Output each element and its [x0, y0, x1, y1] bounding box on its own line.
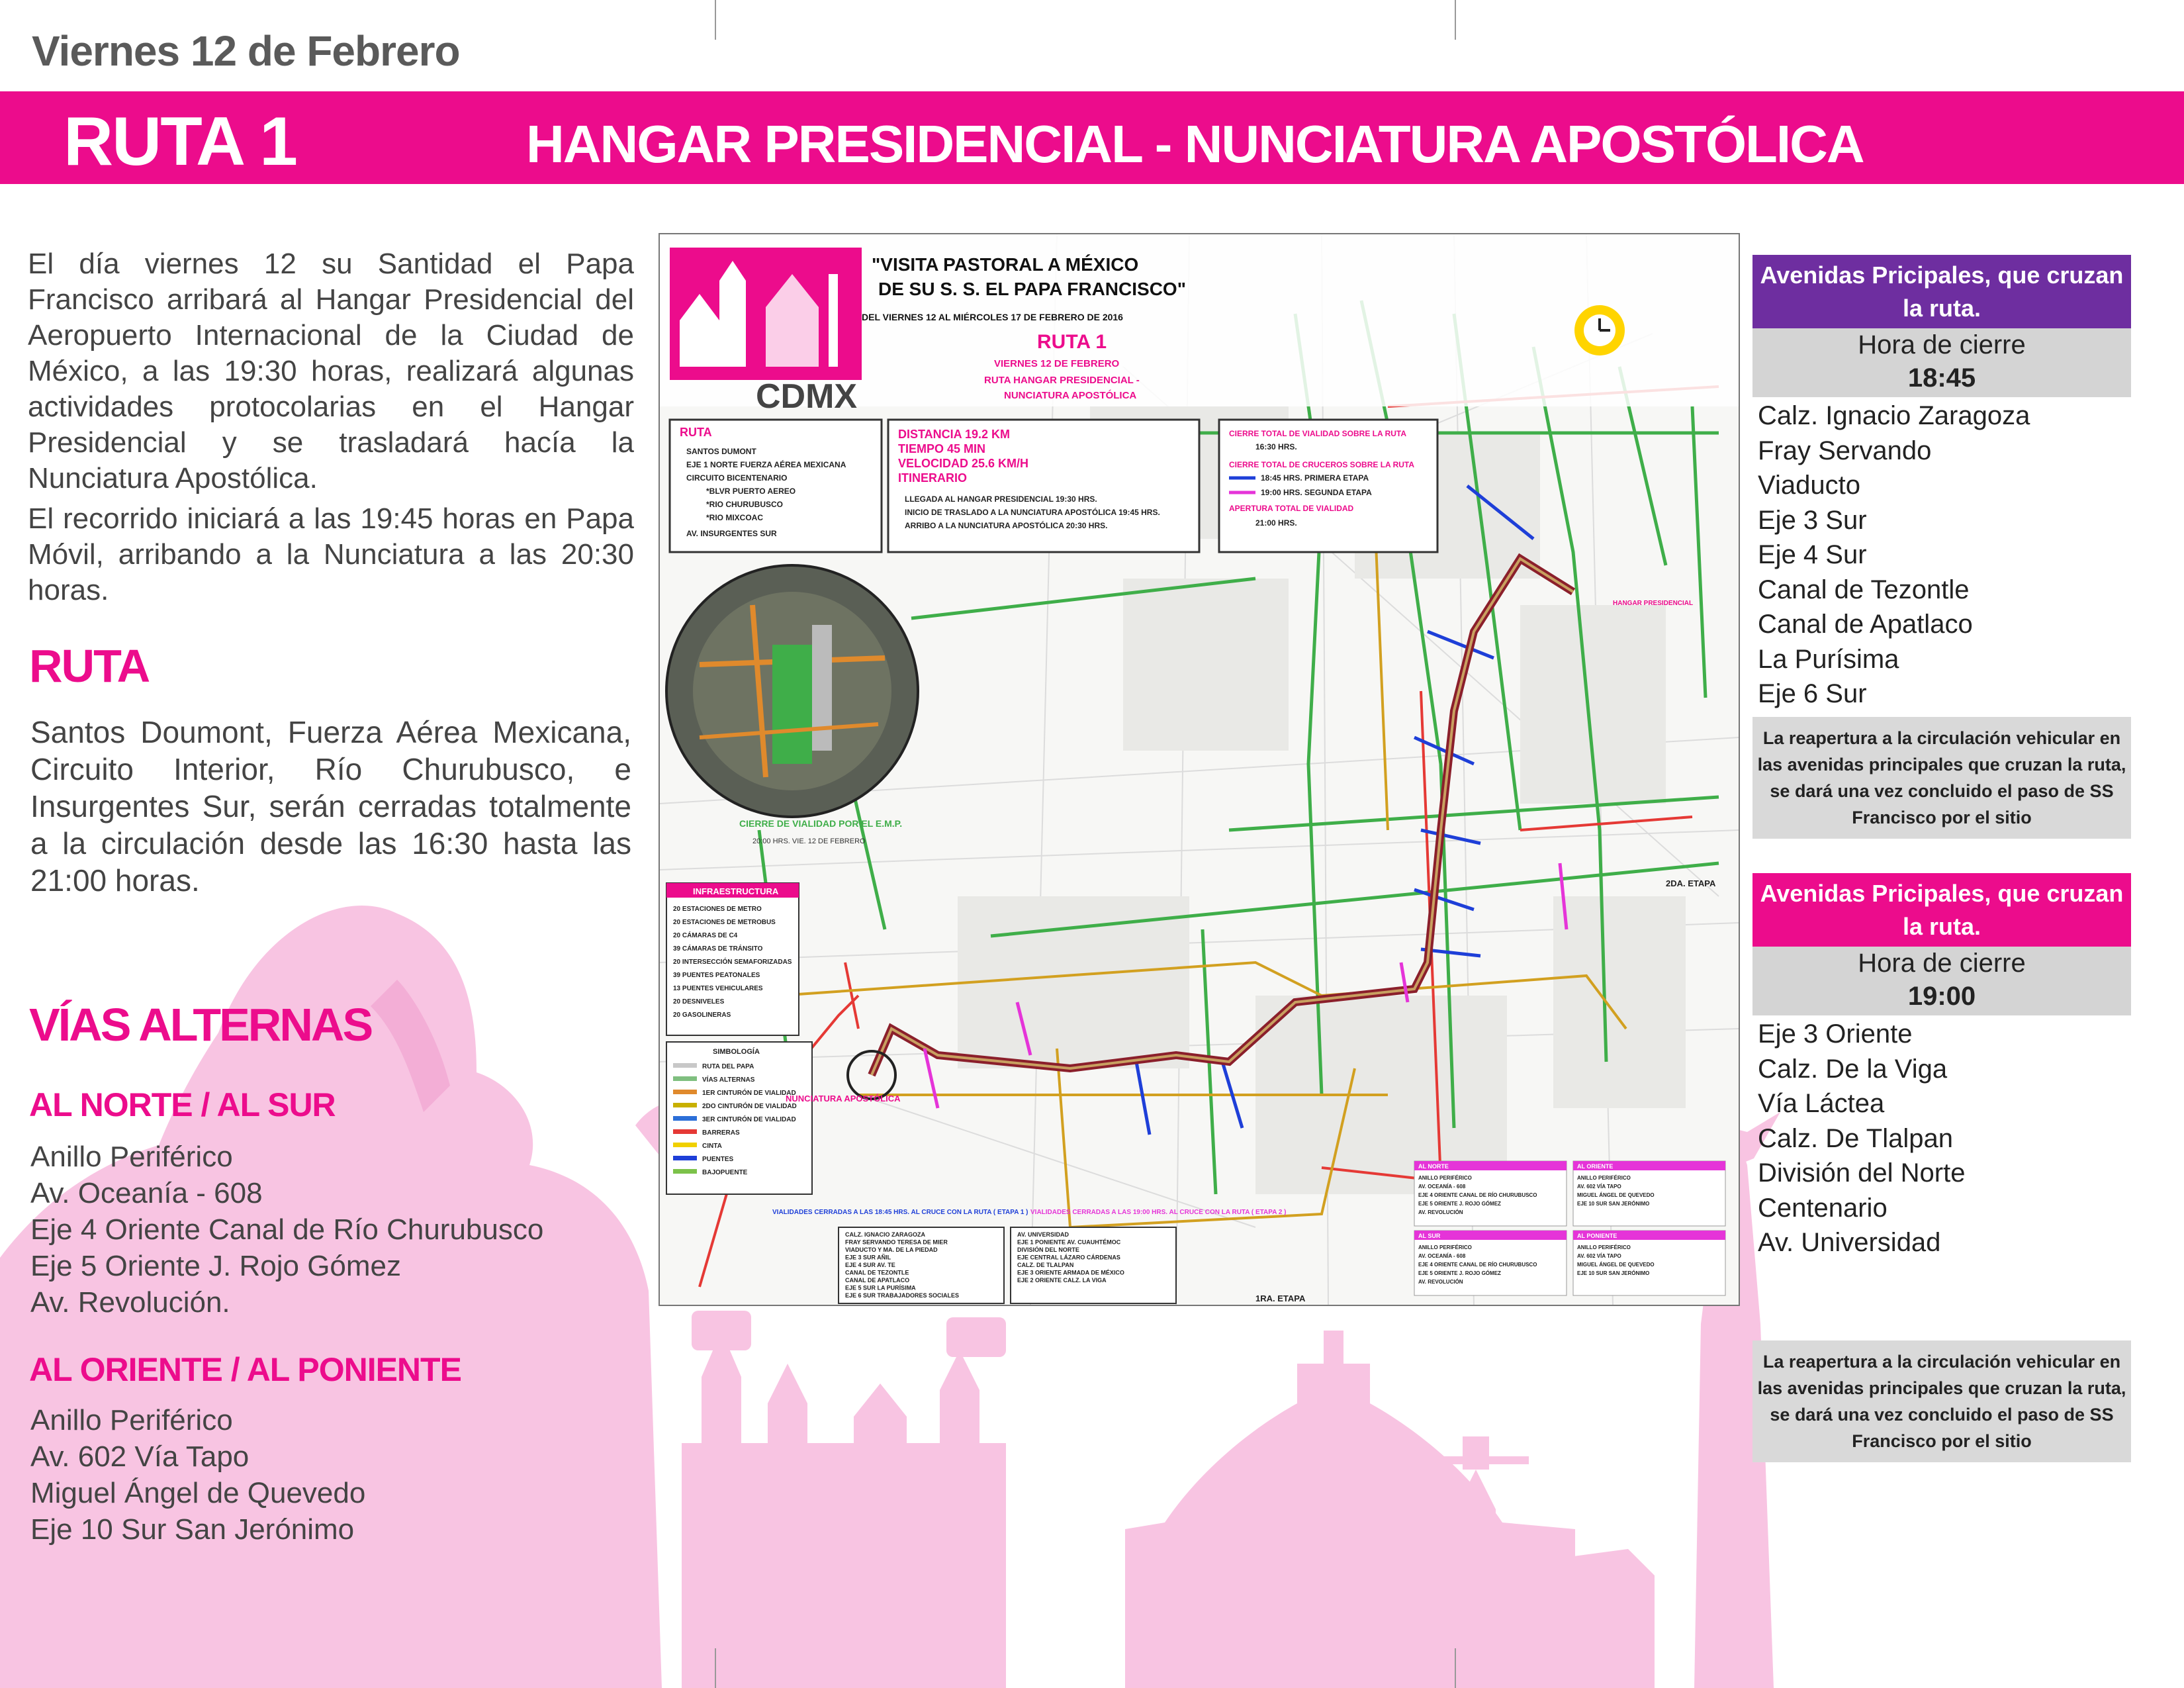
crossing-item: EJE 5 SUR LA PURÍSIMA [845, 1284, 916, 1291]
alt-box-item: AV. REVOLUCIÓN [1418, 1279, 1463, 1285]
satellite-inset [666, 565, 918, 817]
ruta-description: Santos Doumont, Fuerza Aérea Mexicana, Circuito Interior, Río Churubusco, e Insurgentes Sur, serán cerradas totalmente a la circulación desde las 16:30 hasta las 21:00 horas. [30, 715, 631, 898]
map-title-1: "VISITA PASTORAL A MÉXICO [872, 254, 1139, 275]
ruta-box-item: AV. INSURGENTES SUR [686, 529, 777, 538]
closures-box [1219, 420, 1437, 552]
closure-line: 16:30 HRS. [1255, 442, 1297, 451]
fold-mark-top-left [715, 0, 716, 40]
symbol-swatch [673, 1156, 697, 1160]
crossing-item: EJE 6 SUR TRABAJADORES SOCIALES [845, 1292, 960, 1299]
ruta-box-item: EJE 1 NORTE FUERZA AÉREA MEXICANA [686, 460, 846, 469]
list-item: Av. 602 Vía Tapo [30, 1440, 250, 1473]
list-item: Eje 3 Sur [1758, 505, 1867, 535]
closure-circle-date: 20:00 HRS. VIE. 12 DE FEBRERO [752, 837, 866, 845]
crossing-item: AV. UNIVERSIDAD [1017, 1231, 1069, 1238]
etapa-2-label: 2DA. ETAPA [1666, 878, 1716, 888]
crossing-item: CALZ. DE TLALPAN [1017, 1262, 1074, 1268]
stat: ITINERARIO [898, 471, 968, 485]
infra-item: 20 DESNIVELES [673, 998, 725, 1006]
list-item: División del Norte [1758, 1158, 1966, 1188]
route-title: HANGAR PRESIDENCIAL - NUNCIATURA APOSTÓLICA [526, 115, 1864, 173]
east-west-list [30, 1402, 365, 1548]
map-route-desc-1: RUTA HANGAR PRESIDENCIAL - [984, 375, 1140, 386]
clock-icon [1574, 305, 1625, 355]
infra-item: 20 ESTACIONES DE METROBUS [673, 919, 776, 926]
infra-item: 20 GASOLINERAS [673, 1011, 731, 1019]
symbol-label: 1ER CINTURÓN DE VIALIDAD [702, 1090, 796, 1097]
alt-box-item: EJE 4 ORIENTE CANAL DE RÍO CHURUBUSCO [1418, 1192, 1537, 1198]
crossing-item: CANAL DE APATLACO [845, 1277, 910, 1284]
alt-box-item: MIGUEL ÁNGEL DE QUEVEDO [1577, 1192, 1655, 1198]
closure-line: 21:00 HRS. [1255, 518, 1297, 528]
start-paragraph: El recorrido iniciará a las 19:45 horas en Papa Móvil, arribando a la Nunciatura a las 20:30 horas. [28, 502, 634, 606]
crossing-item: FRAY SERVANDO TERESA DE MIER [845, 1239, 948, 1246]
crossings-title: VIALIDADES CERRADAS A LAS 18:45 HRS. AL CRUCE CON LA RUTA ( ETAPA 1 ) [772, 1209, 1028, 1216]
list-item: Anillo Periférico [30, 1404, 233, 1436]
list-item: Eje 10 Sur San Jerónimo [30, 1513, 355, 1546]
list-item: Eje 5 Oriente J. Rojo Gómez [30, 1250, 402, 1282]
alt-box-title: AL ORIENTE [1577, 1163, 1614, 1170]
closure-line: CIERRE TOTAL DE CRUCEROS SOBRE LA RUTA [1229, 460, 1415, 469]
itinerary-item: INICIO DE TRASLADO A LA NUNCIATURA APOSTÓLICA 19:45 HRS. [905, 508, 1160, 517]
list-item: La Purísima [1758, 644, 1899, 674]
alt-box-item: EJE 5 ORIENTE J. ROJO GÓMEZ [1418, 1270, 1501, 1276]
alt-box-item: ANILLO PERIFÉRICO [1418, 1175, 1472, 1181]
crossing-item: VIADUCTO Y MA. DE LA PIEDAD [845, 1246, 938, 1253]
hours-label: Hora de cierre [1858, 949, 2026, 978]
list-item: Vía Láctea [1758, 1089, 1885, 1118]
crossings-stage-1 [772, 1209, 1028, 1303]
panel-1-hours [1752, 328, 2131, 397]
list-item: Viaducto [1758, 471, 1860, 500]
stats-box [888, 420, 1199, 552]
ruta-box-item: SANTOS DUMONT [686, 447, 756, 456]
route-label: RUTA 1 [64, 103, 296, 180]
stat: DISTANCIA 19.2 KM [898, 428, 1011, 441]
symbol-label: VÍAS ALTERNAS [702, 1076, 755, 1084]
ruta-box-item: *RIO CHURUBUSCO [706, 500, 784, 509]
panel-1-list [1758, 399, 2030, 712]
infra-item: 13 PUENTES VEHICULARES [673, 985, 763, 992]
alt-box-item: AV. OCEANÍA - 608 [1418, 1253, 1466, 1259]
alt-box-item: EJE 10 SUR SAN JERÓNIMO [1577, 1270, 1650, 1276]
crossing-item: EJE 3 ORIENTE ARMADA DE MÉXICO [1017, 1269, 1124, 1276]
alt-box-item: EJE 4 ORIENTE CANAL DE RÍO CHURUBUSCO [1418, 1262, 1537, 1268]
map-day: VIERNES 12 DE FEBRERO [994, 358, 1120, 369]
crossing-item: EJE 3 SUR AÑIL [845, 1254, 891, 1261]
alt-box-item: EJE 5 ORIENTE J. ROJO GÓMEZ [1418, 1201, 1501, 1207]
symbol-label: RUTA DEL PAPA [702, 1063, 754, 1070]
map-title-2: DE SU S. S. EL PAPA FRANCISCO" [878, 279, 1186, 299]
list-item: Eje 4 Sur [1758, 540, 1867, 569]
crossing-item: EJE CENTRAL LÁZARO CÁRDENAS [1017, 1254, 1120, 1261]
panel-2-note: La reapertura a la circulación vehicular en las avenidas principales que cruzan la ruta, se dará una vez concluido el paso de SS Francisco por el sitio [1752, 1340, 2131, 1462]
ruta-box [670, 420, 882, 552]
closing-time: 18:45 [1907, 363, 1976, 393]
list-item: Anillo Periférico [30, 1141, 233, 1173]
ruta-box-title: RUTA [680, 426, 712, 439]
north-south-heading: AL NORTE / AL SUR [29, 1086, 336, 1123]
ruta-box-item: *RIO MIXCOAC [706, 513, 764, 522]
alt-box-item: AV. 602 VÍA TAPO [1577, 1184, 1621, 1190]
ruta-box-item: *BLVR PUERTO AEREO [706, 487, 796, 496]
panel-1-note: La reapertura a la circulación vehicular en las avenidas principales que cruzan la ruta, se dará una vez concluido el paso de SS Francisco por el sitio [1752, 717, 2131, 839]
list-item: Av. Oceanía - 608 [30, 1177, 263, 1209]
symbol-label: CINTA [702, 1143, 722, 1150]
crossing-item: CANAL DE TEZONTLE [845, 1269, 909, 1276]
list-item: Canal de Tezontle [1758, 575, 1970, 604]
crossing-item: EJE 2 ORIENTE CALZ. LA VIGA [1017, 1277, 1107, 1284]
stat: TIEMPO 45 MIN [898, 442, 986, 455]
symbol-label: PUENTES [702, 1156, 734, 1163]
panel-1-heading: Avenidas Pricipales, que cruzan la ruta. [1752, 255, 2131, 329]
infra-item: 39 PUENTES PEATONALES [673, 972, 760, 979]
map-brand: CDMX [756, 377, 858, 416]
alt-box-item: AV. OCEANÍA - 608 [1418, 1184, 1466, 1190]
list-item: Eje 3 Oriente [1758, 1019, 1913, 1049]
symbol-swatch [673, 1103, 697, 1107]
etapa-1-label: 1RA. ETAPA [1255, 1293, 1306, 1303]
stat: VELOCIDAD 25.6 KM/H [898, 457, 1029, 470]
alt-box-item: AV. 602 VÍA TAPO [1577, 1253, 1621, 1259]
crossing-item: EJE 1 PONIENTE AV. CUAUHTÉMOC [1017, 1239, 1121, 1246]
list-item: Calz. De la Viga [1758, 1054, 1948, 1084]
list-item: Calz. Ignacio Zaragoza [1758, 401, 2030, 430]
itinerary-item: LLEGADA AL HANGAR PRESIDENCIAL 19:30 HRS. [905, 494, 1097, 504]
closure-line: APERTURA TOTAL DE VIALIDAD [1229, 504, 1354, 513]
alt-box-title: AL SUR [1418, 1233, 1441, 1239]
alt-box-item: ANILLO PERIFÉRICO [1577, 1244, 1631, 1250]
closure-line: 18:45 HRS. PRIMERA ETAPA [1261, 473, 1369, 483]
itinerary-item: ARRIBO A LA NUNCIATURA APOSTÓLICA 20:30 HRS. [905, 521, 1108, 530]
alt-box-item: ANILLO PERIFÉRICO [1577, 1175, 1631, 1181]
symbol-label: 2DO CINTURÓN DE VIALIDAD [702, 1103, 797, 1110]
closure-line: 19:00 HRS. SEGUNDA ETAPA [1261, 488, 1372, 497]
nunciatura-label: NUNCIATURA APOSTÓLICA [786, 1094, 901, 1103]
panel-2-list [1758, 1017, 1965, 1260]
infra-item: 20 INTERSECCIÓN SEMAFORIZADAS [673, 959, 792, 966]
ruta-box-item: CIRCUITO BICENTENARIO [686, 473, 788, 483]
map-logo [670, 248, 862, 380]
list-item: Eje 4 Oriente Canal de Río Churubusco [30, 1213, 544, 1246]
infra-box [666, 883, 799, 1035]
closure-line: CIERRE TOTAL DE VIALIDAD SOBRE LA RUTA [1229, 429, 1407, 438]
infra-item: 39 CÁMARAS DE TRÁNSITO [673, 945, 763, 953]
map-route-desc-2: NUNCIATURA APOSTÓLICA [1004, 390, 1137, 401]
alt-box-title: AL NORTE [1418, 1163, 1449, 1170]
route-map [659, 233, 1740, 1306]
alt-box-title: AL PONIENTE [1577, 1233, 1617, 1239]
alt-box-item: MIGUEL ÁNGEL DE QUEVEDO [1577, 1262, 1655, 1268]
vias-alternas-heading: VÍAS ALTERNAS [29, 999, 372, 1051]
ruta-heading: RUTA [29, 640, 150, 692]
symbol-label: BAJOPUENTE [702, 1169, 748, 1176]
east-west-heading: AL ORIENTE / AL PONIENTE [29, 1351, 461, 1388]
symbology-box [666, 1042, 812, 1194]
list-item: Canal de Apatlaco [1758, 610, 1973, 639]
alt-boxes [1414, 1161, 1725, 1295]
alt-box-item: EJE 10 SUR SAN JERÓNIMO [1577, 1201, 1650, 1207]
symbol-swatch [673, 1090, 697, 1094]
symbol-label: BARRERAS [702, 1129, 740, 1137]
list-item: Av. Universidad [1758, 1228, 1941, 1257]
list-item: Eje 6 Sur [1758, 679, 1867, 708]
closing-time: 19:00 [1907, 982, 1976, 1011]
intro-paragraph: El día viernes 12 su Santidad el Papa Francisco arribará al Hangar Presidencial del Aeropuerto Internacional de la Ciudad de México, a las 19:30 horas, realizará algunas actividades protocolarias en el Hangar Presidencial y se trasladará hacía la Nunciatura Apostólica. [28, 248, 634, 494]
list-item: Av. Revolución. [30, 1286, 230, 1319]
panel-2-heading: Avenidas Pricipales, que cruzan la ruta. [1752, 873, 2131, 947]
infra-item: 20 CÁMARAS DE C4 [673, 932, 738, 939]
list-item: Calz. De Tlalpan [1758, 1123, 1953, 1153]
symbol-swatch [673, 1169, 697, 1174]
date-heading: Viernes 12 de Febrero [32, 27, 460, 75]
symbol-swatch [673, 1116, 697, 1121]
panel-2-hours [1752, 947, 2131, 1015]
crossing-item: EJE 4 SUR AV. TE [845, 1262, 895, 1268]
hangar-label: HANGAR PRESIDENCIAL [1613, 600, 1694, 607]
map-dates: DEL VIERNES 12 AL MIÉRCOLES 17 DE FEBRERO DE 2016 [862, 312, 1123, 322]
infra-title: INFRAESTRUCTURA [693, 886, 779, 896]
crossing-item: DIVISIÓN DEL NORTE [1017, 1246, 1079, 1253]
route-map-svg [660, 234, 1739, 1305]
symbology-title: SIMBOLOGÍA [713, 1048, 760, 1056]
fold-mark-top-right [1455, 0, 1456, 40]
infra-item: 20 ESTACIONES DE METRO [673, 906, 762, 913]
fold-mark-bottom-right [1455, 1648, 1456, 1688]
fold-mark-bottom-left [715, 1648, 716, 1688]
list-item: Miguel Ángel de Quevedo [30, 1477, 366, 1509]
symbol-swatch [673, 1143, 697, 1147]
symbol-swatch [673, 1063, 697, 1068]
list-item: Fray Servando [1758, 436, 1932, 465]
alt-box-item: ANILLO PERIFÉRICO [1418, 1244, 1472, 1250]
closure-circle-label: CIERRE DE VIALIDAD POR EL E.M.P. [739, 818, 903, 829]
north-south-list [30, 1139, 543, 1321]
list-item: Centenario [1758, 1193, 1888, 1223]
symbol-swatch [673, 1129, 697, 1134]
crossings-title: VIALIDADES CERRADAS A LAS 19:00 HRS. AL CRUCE CON LA RUTA ( ETAPA 2 ) [1030, 1209, 1287, 1216]
alt-box-item: AV. REVOLUCIÓN [1418, 1209, 1463, 1215]
map-route: RUTA 1 [1037, 331, 1107, 353]
crossing-item: CALZ. IGNACIO ZARAGOZA [845, 1231, 925, 1238]
hours-label: Hora de cierre [1858, 330, 2026, 359]
symbol-swatch [673, 1076, 697, 1081]
symbol-label: 3ER CINTURÓN DE VIALIDAD [702, 1116, 796, 1123]
